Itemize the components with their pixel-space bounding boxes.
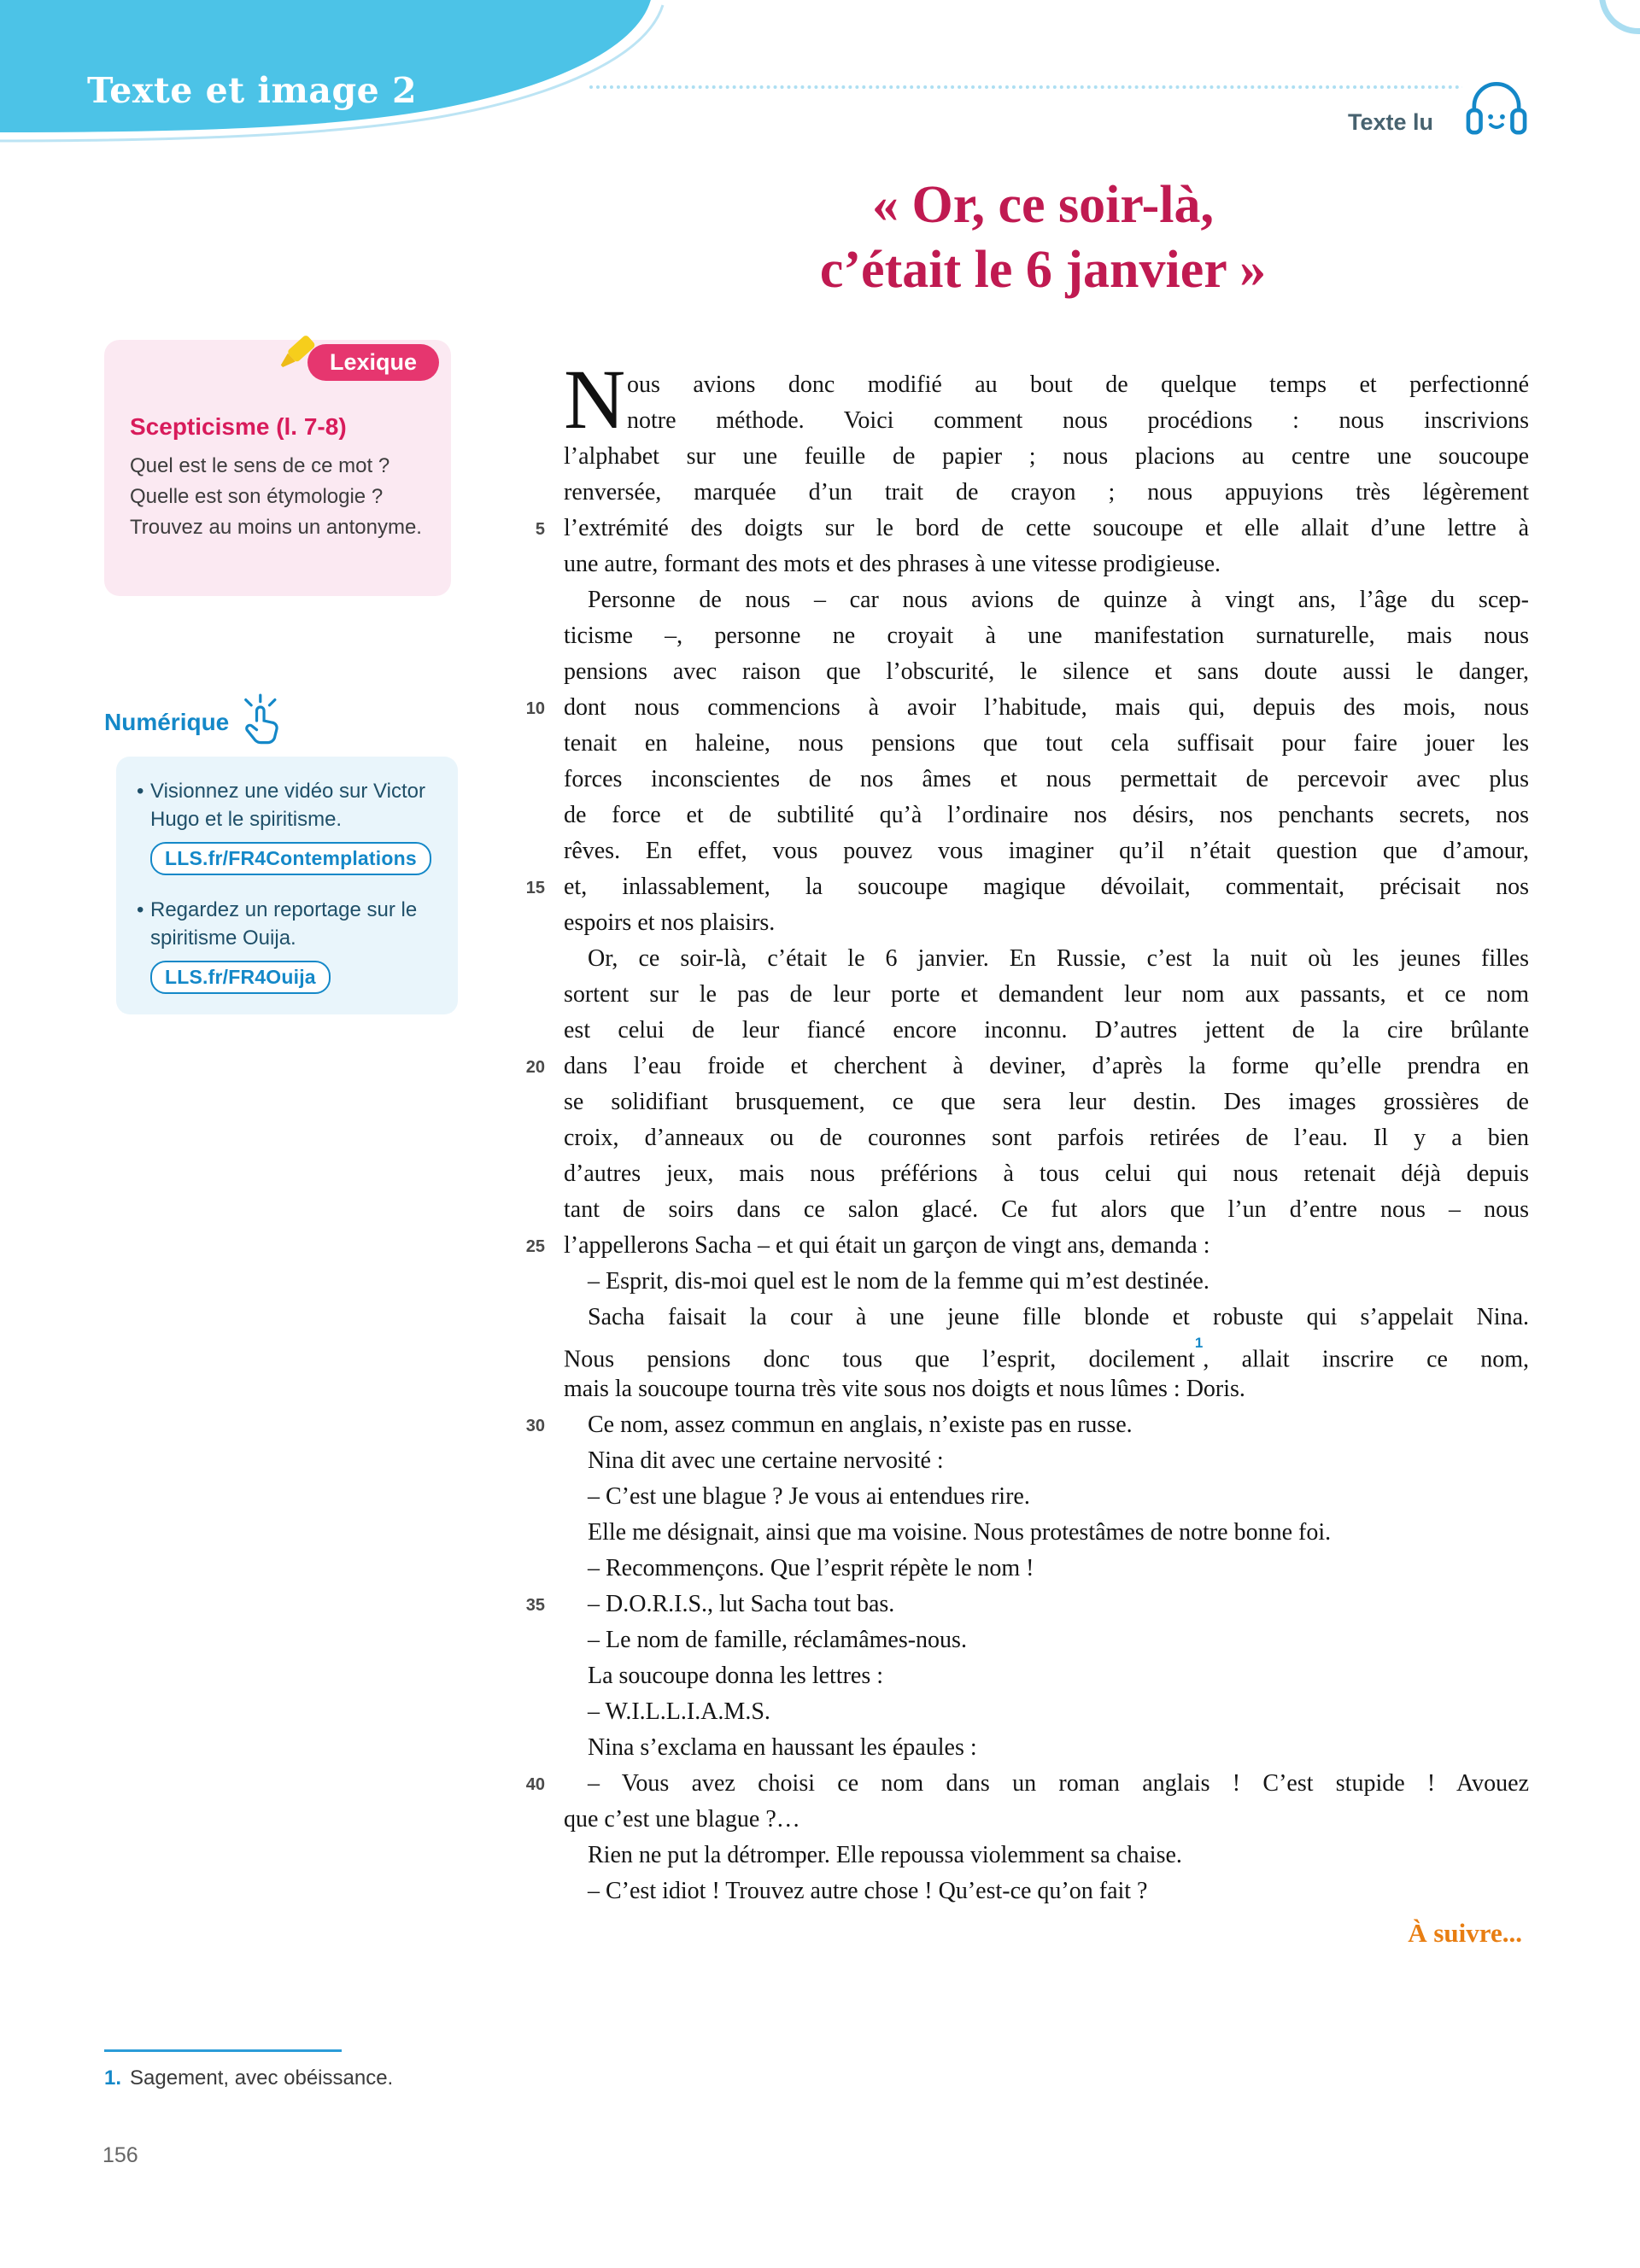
lexique-tab-label: Lexique	[308, 344, 439, 381]
line-number	[512, 439, 564, 475]
text-line: que c’est une blague ?…	[564, 1806, 800, 1833]
line-number	[512, 726, 564, 762]
text-row	[512, 905, 1529, 941]
footnote	[104, 2066, 393, 2090]
text-row	[512, 618, 1529, 654]
line-number	[512, 1479, 564, 1515]
text-line: une autre, formant des mots et des phrases à une vitesse prodigieuse.	[564, 551, 1221, 577]
title-line-2: c’était le 6 janvier »	[819, 241, 1267, 299]
numerique-item-video	[135, 777, 439, 875]
bullet-icon: •	[137, 898, 144, 921]
text-row	[512, 1873, 1529, 1909]
text-row	[512, 1730, 1529, 1766]
text-line: ous avions donc modifié au bout de quelque temps et perfectionné	[627, 371, 1529, 398]
lexique-box	[104, 340, 451, 596]
line-number	[512, 798, 564, 833]
text-row	[512, 367, 1529, 403]
text-line: forces inconscientes de nos âmes et nous permettait de percevoir avec plus	[564, 766, 1529, 792]
line-number: 20	[525, 1058, 545, 1077]
text-line: Elle me désignait, ainsi que ma voisine. Nous protestâmes de notre bonne foi.	[588, 1519, 1332, 1546]
title-line-1: « Or, ce soir-là,	[871, 176, 1215, 234]
lls-link-ouija[interactable]: LLS.fr/FR4Ouija	[150, 961, 331, 994]
text-row	[512, 762, 1529, 798]
text-row	[512, 833, 1529, 869]
line-number	[512, 1730, 564, 1766]
text-line: Ce nom, assez commun en anglais, n’existe pas en russe.	[588, 1412, 1133, 1438]
text-line: sortent sur le pas de leur porte et demandent leur nom aux passants, et ce nom	[564, 981, 1529, 1008]
text-line: l’appellerons Sacha – et qui était un garçon de vingt ans, demanda :	[564, 1232, 1210, 1259]
text-row	[512, 1443, 1529, 1479]
text-row	[512, 869, 1529, 905]
text-row	[512, 1192, 1529, 1228]
text-row	[512, 582, 1529, 618]
lexique-heading: Scepticisme (l. 7-8)	[130, 413, 347, 440]
text-line: d’autres jeux, mais nous préférions à tous celui qui nous retenait déjà depuis	[564, 1160, 1529, 1187]
text-line: Rien ne put la détromper. Elle repoussa violemment sa chaise.	[588, 1842, 1182, 1868]
text-line: espoirs et nos plaisirs.	[564, 909, 776, 936]
line-number	[512, 833, 564, 869]
line-number	[512, 1192, 564, 1228]
header-dotted-rule	[589, 85, 1508, 89]
text-line: rêves. En effet, vous pouvez vous imaginer qu’il n’était question que d’amour,	[564, 838, 1529, 864]
line-number	[512, 1443, 564, 1479]
line-number	[512, 403, 564, 439]
page-section-title: Texte et image 2	[87, 70, 418, 111]
text-row	[512, 1838, 1529, 1873]
text-line: – C’est une blague ? Je vous ai entendues rire.	[588, 1483, 1030, 1510]
text-line: – C’est idiot ! Trouvez autre chose ! Qu’est-ce qu’on fait ?	[588, 1878, 1148, 1904]
text-row	[512, 1802, 1529, 1838]
bullet-icon: •	[137, 780, 144, 803]
text-line: – Esprit, dis-moi quel est le nom de la femme qui m’est destinée.	[588, 1268, 1210, 1295]
header-banner	[0, 0, 675, 158]
text-row	[512, 511, 1529, 547]
line-number: 25	[525, 1237, 545, 1256]
hand-click-icon	[236, 693, 290, 748]
line-number	[512, 475, 564, 511]
text-row	[512, 1084, 1529, 1120]
text-line: – Vous avez choisi ce nom dans un roman anglais ! C’est stupide ! Avouez	[588, 1770, 1529, 1797]
line-number: 10	[525, 699, 545, 718]
line-number	[512, 1264, 564, 1300]
text-line: La soucoupe donna les lettres :	[588, 1663, 884, 1689]
drop-cap: N	[564, 352, 626, 447]
text-line: tant de soirs dans ce salon glacé. Ce fut alors que l’un d’entre nous – nous	[564, 1196, 1529, 1223]
text-row	[512, 1264, 1529, 1300]
numerique-box	[116, 757, 458, 1014]
line-number	[512, 1084, 564, 1120]
text-line: l’alphabet sur une feuille de papier ; nous placions au centre une soucoupe	[564, 443, 1529, 470]
line-number	[512, 762, 564, 798]
text-row	[512, 1766, 1529, 1802]
text-line: – Le nom de famille, réclamâmes-nous.	[588, 1627, 967, 1653]
text-row	[512, 1515, 1529, 1551]
text-row	[512, 977, 1529, 1013]
line-number	[512, 1551, 564, 1587]
text-line: dont nous commencions à avoir l’habitude, mais qui, depuis des mois, nous	[564, 694, 1529, 721]
text-row	[512, 690, 1529, 726]
text-line: renversée, marquée d’un trait de crayon ; nous appuyions très légèrement	[564, 479, 1529, 506]
text-row	[512, 1479, 1529, 1515]
text-row	[512, 1551, 1529, 1587]
line-number	[512, 1515, 564, 1551]
text-row	[512, 1694, 1529, 1730]
lls-link-contemplations[interactable]: LLS.fr/FR4Contemplations	[150, 842, 431, 875]
numerique-heading-row	[104, 705, 290, 748]
line-number	[512, 1658, 564, 1694]
text-row	[512, 1120, 1529, 1156]
numerique-heading: Numérique	[104, 709, 230, 735]
text-row	[512, 1049, 1529, 1084]
text-line: Nina s’exclama en haussant les épaules :	[588, 1734, 977, 1761]
line-number	[512, 1371, 564, 1407]
text-line: mais la soucoupe tourna très vite sous nos doigts et nous lûmes : Doris.	[564, 1376, 1245, 1402]
line-number	[512, 618, 564, 654]
line-number	[512, 905, 564, 941]
line-number	[512, 1156, 564, 1192]
text-line: tenait en haleine, nous pensions que tout cela suffisait pour faire jouer les	[564, 730, 1529, 757]
text-line: de force et de subtilité qu’à l’ordinaire nos désirs, nos penchants secrets, nos	[564, 802, 1529, 828]
text-line: et, inlassablement, la soucoupe magique dévoilait, commentait, précisait nos	[564, 874, 1529, 900]
line-number	[512, 582, 564, 618]
audio-label: Texte lu	[1348, 109, 1434, 135]
text-line: croix, d’anneaux ou de couronnes sont parfois retirées de l’eau. Il y a bien	[564, 1125, 1529, 1151]
text-row	[512, 654, 1529, 690]
footnote-number: 1.	[104, 2066, 122, 2090]
line-number: 40	[525, 1775, 545, 1794]
text-row	[512, 1228, 1529, 1264]
text-row	[512, 439, 1529, 475]
line-number	[512, 1336, 564, 1371]
line-number	[512, 547, 564, 582]
text-line: Sacha faisait la cour à une jeune fille blonde et robuste qui s’appelait Nina.	[588, 1304, 1529, 1330]
text-row	[512, 1013, 1529, 1049]
text-row	[512, 1407, 1529, 1443]
footnote-divider	[104, 2049, 342, 2052]
text-line: notre méthode. Voici comment nous procédions : nous inscrivions	[627, 407, 1529, 434]
line-number	[512, 1838, 564, 1873]
numerique-item-reportage	[135, 896, 439, 994]
text-row	[512, 475, 1529, 511]
text-line: est celui de leur fiancé encore inconnu. D’autres jettent de la cire brûlante	[564, 1017, 1529, 1043]
text-title	[564, 172, 1522, 302]
line-number	[512, 367, 564, 403]
line-number	[512, 1694, 564, 1730]
line-number	[512, 1622, 564, 1658]
text-line: ticisme –, personne ne croyait à une manifestation surnaturelle, mais nous	[564, 623, 1529, 649]
text-line: se solidifiant brusquement, ce que sera leur destin. Des images grossières de	[564, 1089, 1529, 1115]
headphones-icon[interactable]	[1462, 73, 1531, 142]
text-line: – D.O.R.I.S., lut Sacha tout bas.	[588, 1591, 895, 1617]
line-number: 5	[535, 520, 545, 539]
highlighter-icon	[265, 328, 321, 384]
line-number	[512, 1120, 564, 1156]
line-number	[512, 1802, 564, 1838]
text-row	[512, 1300, 1529, 1336]
text-row	[512, 1587, 1529, 1622]
line-number	[512, 941, 564, 977]
text-row	[512, 1336, 1529, 1371]
text-line: Nina dit avec une certaine nervosité :	[588, 1447, 944, 1474]
text-row	[512, 1371, 1529, 1407]
line-number	[512, 977, 564, 1013]
text-row	[512, 547, 1529, 582]
text-row	[512, 726, 1529, 762]
text-row	[512, 1622, 1529, 1658]
numerique-item-text: Visionnez une vidéo sur Victor Hugo et le spiritisme.	[150, 780, 425, 831]
line-number	[512, 654, 564, 690]
line-number: 35	[525, 1596, 545, 1615]
reading-text	[512, 352, 1529, 1909]
text-line: l’extrémité des doigts sur le bord de cette soucoupe et elle allait d’une lettre à	[564, 515, 1529, 541]
text-line: dans l’eau froide et cherchent à deviner, d’après la forme qu’elle prendra en	[564, 1053, 1529, 1079]
text-line: Nous pensions donc tous que l’esprit, docilement$^1$, allait inscrire ce nom,	[564, 1335, 1529, 1373]
numerique-item-text: Regardez un reportage sur le spiritisme Ouija.	[150, 898, 418, 950]
text-row	[512, 1156, 1529, 1192]
text-line: – W.I.L.L.I.A.M.S.	[588, 1698, 770, 1725]
text-row	[512, 941, 1529, 977]
text-line: Personne de nous – car nous avions de quinze à vingt ans, l’âge du scep-	[588, 587, 1529, 613]
line-number	[512, 1873, 564, 1909]
lexique-tab	[265, 340, 439, 384]
lexique-question: Quel est le sens de ce mot ? Quelle est son étymologie ? Trouvez au moins un antonyme.	[130, 454, 422, 539]
text-row	[512, 1658, 1529, 1694]
page-number: 156	[102, 2143, 138, 2167]
text-line: Or, ce soir-là, c’était le 6 janvier. En Russie, c’est la nuit où les jeunes filles	[588, 945, 1529, 972]
line-number: 30	[525, 1417, 545, 1435]
line-number: 15	[525, 879, 545, 897]
page-corner-decoration	[1599, 0, 1640, 34]
line-number	[512, 1300, 564, 1336]
text-row	[512, 798, 1529, 833]
text-row	[512, 403, 1529, 439]
text-line: – Recommençons. Que l’esprit répète le nom !	[588, 1555, 1034, 1581]
text-line: pensions avec raison que l’obscurité, le silence et sans doute aussi le danger,	[564, 658, 1529, 685]
footnote-text: Sagement, avec obéissance.	[130, 2066, 394, 2090]
to-be-continued: À suivre...	[1408, 1918, 1522, 1948]
footnote-ref: 1	[1194, 1335, 1204, 1351]
line-number	[512, 1013, 564, 1049]
